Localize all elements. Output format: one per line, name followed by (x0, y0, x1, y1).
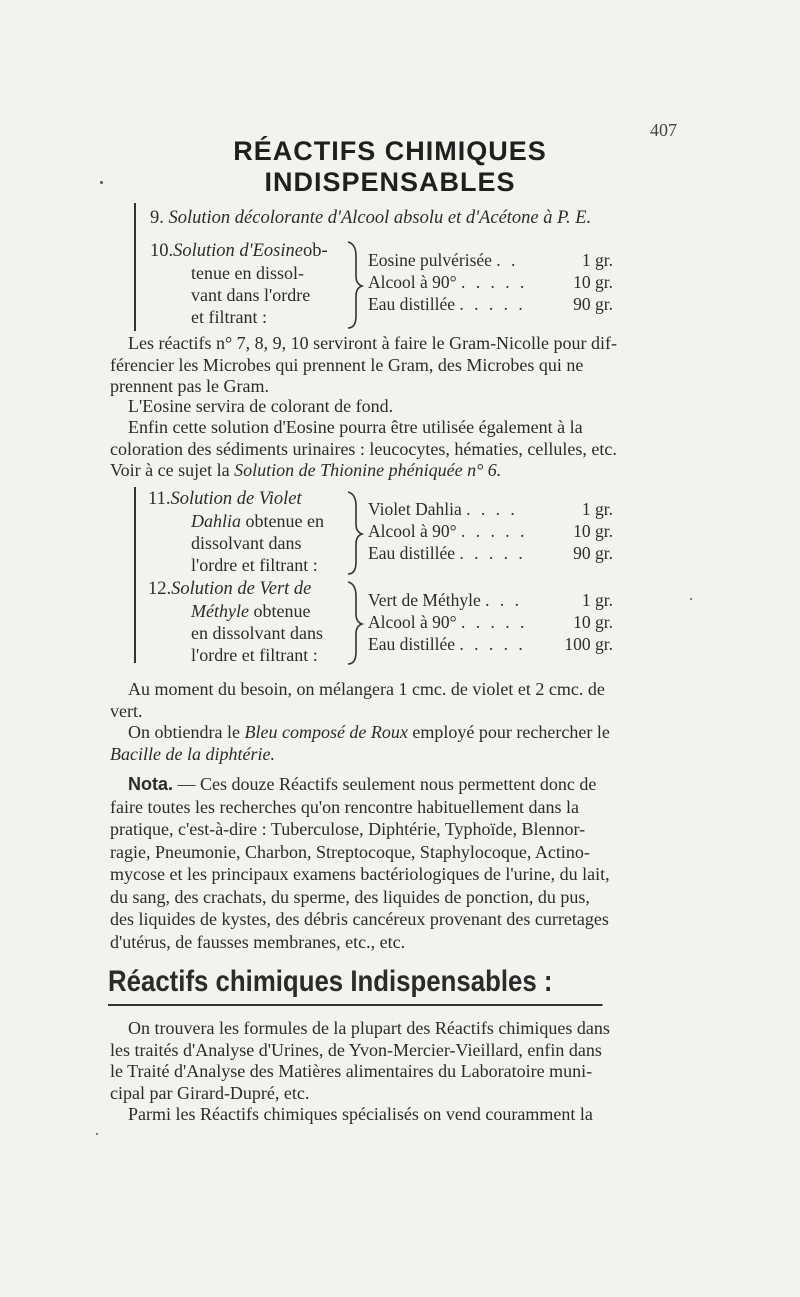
item-10-ingredient-2: Alcool à 90° . . . . . (368, 272, 528, 292)
item-10-ingredient-3: Eau distillée . . . . . (368, 294, 526, 314)
scan-speck (100, 181, 103, 184)
item-11-line-2: Dahlia obtenue en (191, 511, 324, 531)
scan-speck (690, 598, 692, 600)
paragraph-eosine-sediments: Enfin cette solution d'Eosine pourra être utilisée également à la coloration des sédiments urinaires : leucocytes, hématies, cellules, etc. Voir à ce sujet la Solution de Thionine phéniquée n° 6. (110, 417, 617, 480)
item-11-qty-3: 90 gr. (573, 543, 613, 563)
item-10-qty-3: 90 gr. (573, 294, 613, 314)
paragraph-eosine-fond: L'Eosine servira de colorant de fond. (128, 396, 394, 416)
item-11-ingredient-3: Eau distillée . . . . . (368, 543, 526, 563)
item-12-ingredient-3: Eau distillée . . . . . (368, 634, 526, 654)
item-11-line-3: dissolvant dans (191, 533, 302, 553)
nota-label: Nota. (128, 774, 173, 794)
item-9 (150, 207, 690, 229)
running-title: RÉACTIFS CHIMIQUES INDISPENSABLES (233, 136, 547, 197)
page-number: 407 (650, 120, 677, 140)
paragraph-formules: On trouvera les formules de la plupart des Réactifs chimiques dans les traités d'Analyse d'Urines, de Yvon-Mercier-Vieillard, enfin dans le Traité d'Analyse des Matières alimentaires du Laboratoire muni- cipal par Girard-Dupré, etc. (110, 1018, 610, 1103)
nota-paragraph: Nota. — Ces douze Réactifs seulement nous permettent donc de faire toutes les recherches qu'on rencontre habituellement dans la pratique, c'est-à-dire : Tuberculose, Diphtérie, Typhoïde, Blennor- ragie, Pneumonie, Charbon, Streptocoque, Staphylocoque, Actino- mycose et les principaux examens bactériologiques de l'urine, du lait, du sang, des crachats, du sperme, des liquides de ponction, du pus, des liquides de kystes, des débris cancéreux provenant des curretages d'utérus, de fausses membranes, etc., etc. (110, 774, 610, 952)
item-12-line-4: l'ordre et filtrant : (191, 645, 318, 665)
item-10-desc-3: vant dans l'ordre (191, 285, 311, 305)
item-12-line-1: 12.Solution de Vert de (148, 579, 312, 599)
paragraph-gram-nicolle: Les réactifs n° 7, 8, 9, 10 serviront à faire le Gram-Nicolle pour dif- férencier les Microbes qui prennent le Gram, des Microbes qui ne prennent pas le Gram. (110, 333, 618, 396)
item-10-desc-4: et filtrant : (191, 307, 267, 327)
section-heading: Réactifs chimiques Indispensables : (108, 962, 603, 1006)
item-11-qty-1: 1 gr. (581, 499, 613, 519)
item-11-line-1: 11.Solution de Violet (148, 489, 302, 509)
item-10-desc-2: tenue en dissol- (191, 263, 304, 283)
item-10-qty-1: 1 gr. (581, 250, 613, 270)
item-10-qty-2: 10 gr. (573, 272, 613, 292)
item-12-line-2: Méthyle obtenue (191, 601, 311, 621)
brace-icon (344, 580, 364, 666)
item-11-ingredient-2: Alcool à 90° . . . . . (368, 521, 528, 541)
item-12-qty-2: 10 gr. (573, 612, 613, 632)
item-11-ingredient-1: Violet Dahlia . . . . (368, 499, 518, 519)
item-11-line-4: l'ordre et filtrant : (191, 555, 318, 575)
paragraph-specialises: Parmi les Réactifs chimiques spécialisés on vend couramment la (128, 1104, 593, 1124)
item-12-qty-3: 100 gr. (564, 634, 613, 654)
margin-bar (134, 203, 136, 331)
item-10-line-1 (150, 240, 350, 262)
margin-bar (134, 487, 136, 663)
item-10-desc-1: ob- (302, 241, 328, 261)
paragraph-bleu-roux: On obtiendra le Bleu composé de Roux employé pour rechercher le Bacille de la diphtérie. (110, 722, 610, 764)
paragraph-melange: Au moment du besoin, on mélangera 1 cmc. de violet et 2 cmc. de vert. (110, 679, 605, 721)
item-10-title: Solution d'Eosine (173, 241, 303, 261)
brace-icon (344, 240, 364, 330)
brace-icon (344, 490, 364, 576)
item-10-ingredient-1: Eosine pulvérisée . . (368, 250, 519, 270)
item-11-qty-2: 10 gr. (573, 521, 613, 541)
scan-speck (96, 1133, 98, 1135)
item-10-number: 10. (150, 241, 174, 261)
item-12-line-3: en dissolvant dans (191, 623, 323, 643)
item-9-title: Solution décolorante d'Alcool absolu et d'Acétone à P. E. (168, 208, 592, 228)
item-12-qty-1: 1 gr. (581, 590, 613, 610)
item-12-ingredient-1: Vert de Méthyle . . . (368, 590, 522, 610)
item-12-ingredient-2: Alcool à 90° . . . . . (368, 612, 528, 632)
item-9-number: 9. (150, 208, 164, 228)
